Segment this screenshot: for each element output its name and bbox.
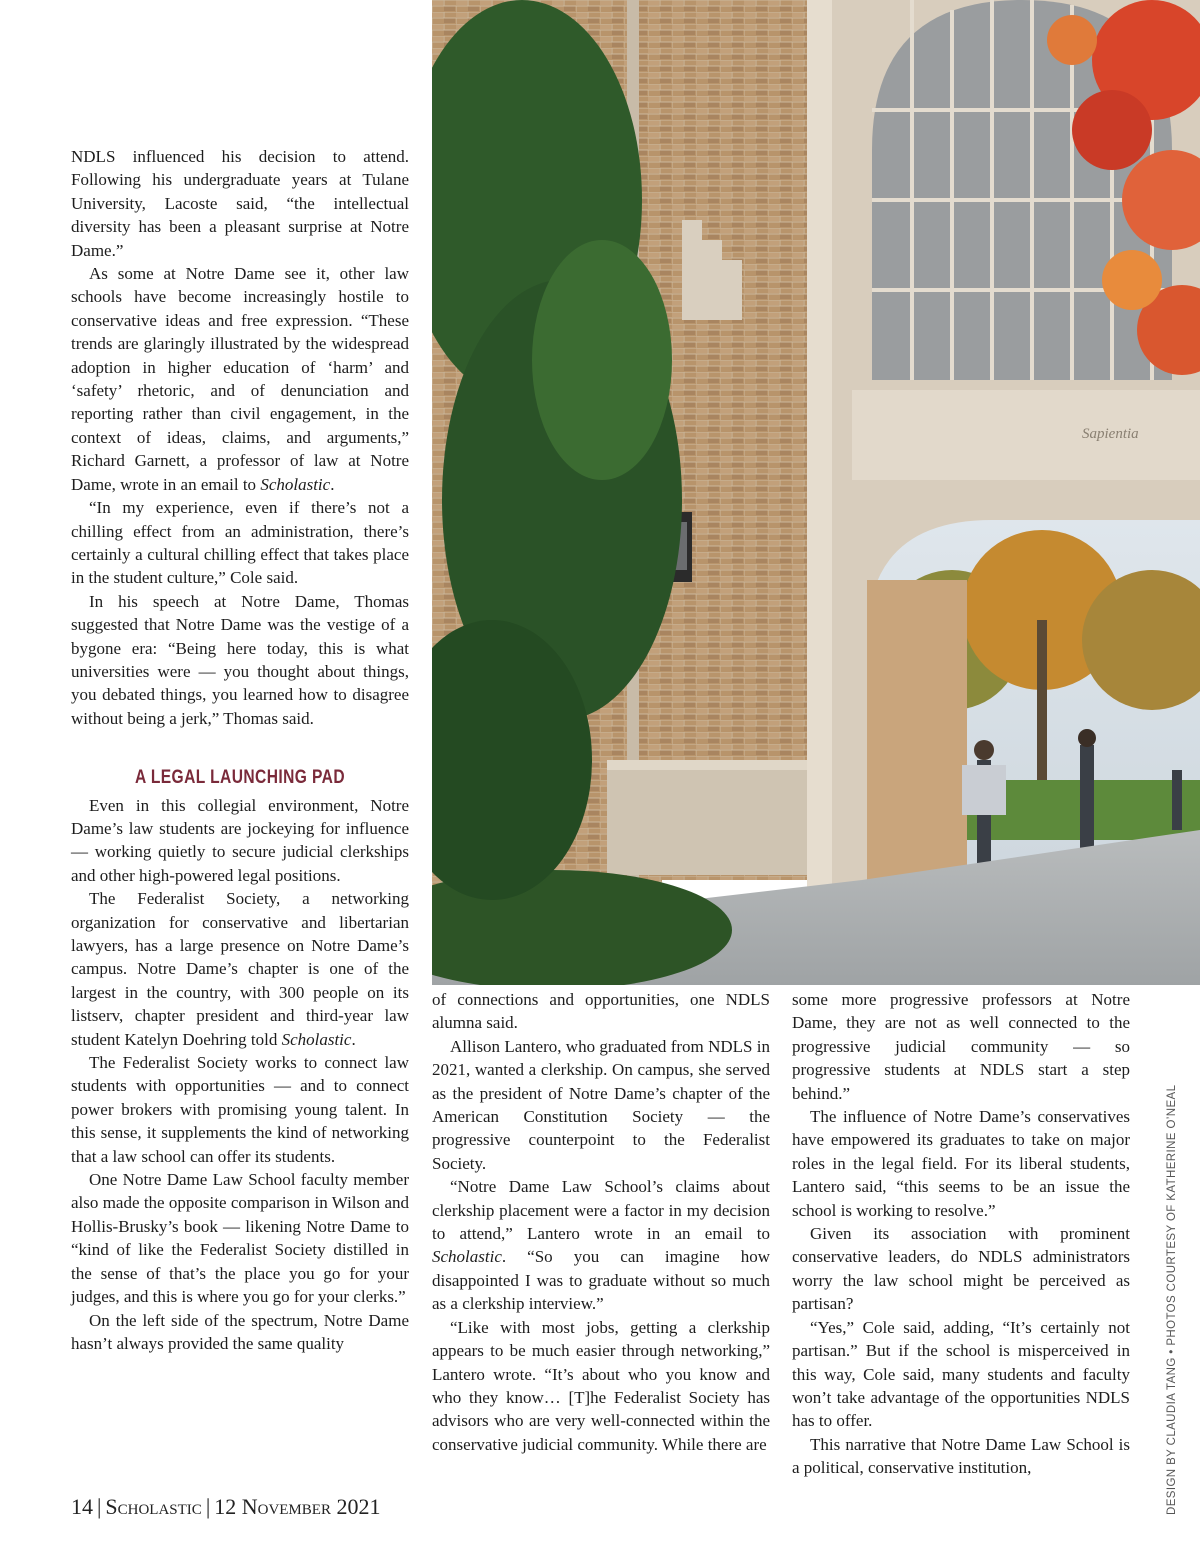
paragraph: “Yes,” Cole said, adding, “It’s certainly not partisan.” But if the school is misperceived in this way, Cole said, many students and faculty won’t take advantage of the opportunities NDLS has to offer. bbox=[792, 1317, 1130, 1431]
paragraph: This narrative that Notre Dame Law School is a political, conservative institution, bbox=[792, 1434, 1130, 1478]
paragraph: Allison Lantero, who graduated from NDLS in 2021, wanted a clerkship. On campus, she served as the president of Notre Dame’s chapter of the American Constitution Society — the progressive counterpoint to the Federalist Society. bbox=[432, 1036, 770, 1173]
publication-mention: Scholastic bbox=[281, 1029, 352, 1049]
paragraph: “Notre Dame Law School’s claims about clerkship placement were a factor in my decision to attend,” Lantero wrote in an email to Scholastic. “So you can imagine how disappointed I was to graduate without so much as a clerkship interview.” bbox=[432, 1177, 770, 1314]
campus-photo bbox=[432, 0, 1200, 985]
paragraph: some more progressive professors at Notre Dame, they are not as well connected to the progressive judicial community — so progressive students at NDLS start a step behind.” bbox=[792, 990, 1130, 1103]
paragraph: On the left side of the spectrum, Notre Dame hasn’t always provided the same quality bbox=[71, 1310, 409, 1353]
paragraph: Given its association with prominent conservative leaders, do NDLS administrators worry the law school might be perceived as partisan? bbox=[792, 1224, 1130, 1314]
publication-mention: Scholastic bbox=[432, 1247, 502, 1267]
paragraph: NDLS influenced his decision to attend. Following his undergraduate years at Tulane University, Lacoste said, “the intellectual diversity has been a pleasant surprise at Notre Dame.” bbox=[71, 147, 409, 260]
paragraph: “Like with most jobs, getting a clerkship appears to be much easier through networking,” Lantero wrote. “It’s about who you know and who they know… [T]he Federalist Society has advisors who are very well-connected within the conservative judicial community. While there are bbox=[432, 1317, 770, 1454]
section-subhead: A LEGAL LAUNCHING PAD bbox=[135, 767, 345, 789]
paragraph: Even in this collegial environment, Notre Dame’s law students are jockeying for influence — working quietly to secure judicial clerkships and other high-powered legal positions. bbox=[71, 795, 409, 885]
issue-date: 12 November 2021 bbox=[214, 1494, 381, 1519]
photo-credit: DESIGN BY CLAUDIA TANG • PHOTOS COURTESY OF KATHERINE O’NEAL bbox=[1166, 1084, 1178, 1515]
paragraph: “In my experience, even if there’s not a chilling effect from an administration, there’s certainly a cultural chilling effect that takes place in the student culture,” Cole said. bbox=[71, 498, 409, 588]
paragraph: The Federalist Society works to connect law students with opportunities — and to connect power brokers with promising young talent. In this sense, it supplements the kind of networking that a law school can offer its students. bbox=[71, 1053, 409, 1166]
page-number: 14 bbox=[71, 1494, 93, 1519]
article-column-1 bbox=[71, 145, 409, 1355]
article-column-2 bbox=[432, 988, 770, 1456]
publication-mention: Scholastic bbox=[260, 474, 331, 494]
publication-name: Scholastic bbox=[105, 1494, 202, 1519]
paragraph: The influence of Notre Dame’s conservatives have empowered its graduates to take on major roles in the legal field. For its liberal students, Lantero said, “this seems to be an issue the school is working to resolve.” bbox=[792, 1107, 1130, 1220]
paragraph: The Federalist Society, a networking organization for conservative and libertarian lawyers, has a large presence on Notre Dame’s campus. Notre Dame’s chapter is one of the largest in the country, with 300 people on its listserv, chapter president and third-year law student Katelyn Doehring told Scholastic. bbox=[71, 889, 409, 1049]
paragraph: One Notre Dame Law School faculty member also made the opposite comparison in Wilson and Hollis-Brusky’s book — likening Notre Dame to “kind of like the Federalist Society distilled in the sense of that’s the place you go for your judges, and this is where you go for your clerks.” bbox=[71, 1170, 409, 1307]
paragraph: As some at Notre Dame see it, other law schools have become increasingly hostile to conservative ideas and free expression. “These trends are glaringly illustrated by the widespread adoption in higher education of ‘harm’ and ‘safety’ rhetoric, and of denunciation and reporting rather than civil engagement, in the context of ideas, claims, and arguments,” Richard Garnett, a professor of law at Notre Dame, wrote in an email to Scholastic. bbox=[71, 264, 409, 494]
building-inscription: Sapientia bbox=[1082, 426, 1139, 442]
article-column-3 bbox=[792, 988, 1130, 1480]
page-footer: 14 | Scholastic | 12 November 2021 bbox=[71, 1494, 381, 1519]
paragraph: of connections and opportunities, one NDLS alumna said. bbox=[432, 990, 770, 1033]
paragraph: In his speech at Notre Dame, Thomas suggested that Notre Dame was the vestige of a bygone era: “Being here today, this is what universities were — you thought about things, you debated things, you learned how to disagree without being a jerk,” Thomas said. bbox=[71, 591, 409, 728]
